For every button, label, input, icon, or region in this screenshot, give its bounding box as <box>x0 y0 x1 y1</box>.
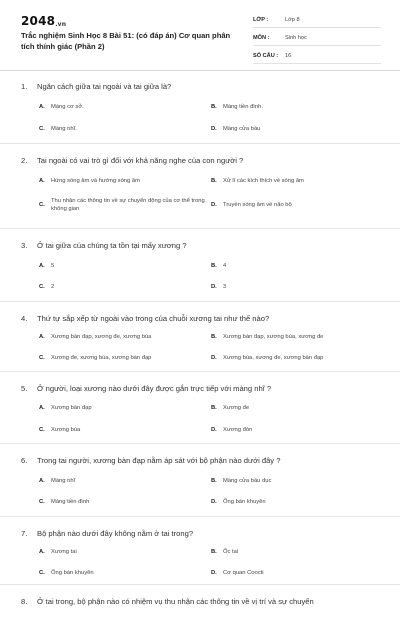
question-text <box>21 156 381 165</box>
question-body: Ngăn cách giữa tai ngoài và tai giữa là? <box>37 82 172 91</box>
question-8 <box>0 585 400 625</box>
question-1 <box>0 70 400 144</box>
question-number: 3. <box>21 241 28 250</box>
question-number: 4. <box>21 314 28 323</box>
option-letter: B. <box>211 334 217 340</box>
logo-text: 2048 <box>21 14 56 28</box>
option-text: Màng cơ sở. <box>51 104 84 110</box>
option-letter: A. <box>39 178 45 184</box>
logo-suffix: .vn <box>55 21 67 28</box>
question-text <box>21 314 381 323</box>
option-letter: D. <box>211 202 217 208</box>
option-letter: A. <box>39 549 45 555</box>
option-letter: A. <box>39 263 45 269</box>
option-text: Xương bàn đạp <box>51 405 92 411</box>
option-letter: D. <box>211 284 217 290</box>
question-2 <box>0 144 400 229</box>
option-text: Xương bàn đạp, xương búa, xương đe <box>223 334 324 340</box>
option-letter: D. <box>211 355 217 361</box>
option-letter: A. <box>39 405 45 411</box>
option-text: Truyền sóng âm về não bộ <box>223 202 292 208</box>
question-body: Ở tai giữa của chúng ta tồn tại mấy xương ? <box>37 241 187 250</box>
site-logo[interactable] <box>21 14 66 28</box>
option-text: Ống bán khuyên <box>51 570 94 576</box>
meta-row-subject <box>253 32 381 46</box>
option-text: Thu nhận các thông tin về sự chuyển động của cơ thể trong không gian <box>51 198 205 212</box>
option-letter: C. <box>39 284 45 290</box>
option-letter: B. <box>211 178 217 184</box>
question-list <box>0 70 400 625</box>
option-letter: C. <box>39 499 45 505</box>
question-number: 2. <box>21 156 28 165</box>
option-text: Ốc tai <box>223 549 239 555</box>
question-7 <box>0 517 400 585</box>
question-text <box>21 529 381 538</box>
option-text: Màng cửa bầu dục <box>223 478 272 484</box>
option-letter: D. <box>211 499 217 505</box>
option-text: 5 <box>51 263 55 269</box>
question-6 <box>0 444 400 517</box>
question-text <box>21 456 381 465</box>
question-body: Ở người, loại xương nào dưới đây được gắn trực tiếp với màng nhĩ ? <box>37 384 272 393</box>
question-number: 6. <box>21 456 28 465</box>
meta-value: Sinh học <box>285 35 307 41</box>
option-text: Màng tiền đình <box>51 499 90 505</box>
option-letter: B. <box>211 104 217 110</box>
option-letter: D. <box>211 570 217 576</box>
option-text: 2 <box>51 284 55 290</box>
question-body: Bộ phận nào dưới đây không nằm ở tai trong? <box>37 529 194 538</box>
option-letter: C. <box>39 427 45 433</box>
option-text: 3 <box>223 284 227 290</box>
option-text: Xương búa <box>51 427 81 433</box>
option-text: Xương búa, xương đe, xương bàn đạp <box>223 355 324 361</box>
option-letter: D. <box>211 427 217 433</box>
question-text <box>21 597 381 606</box>
question-number: 5. <box>21 384 28 393</box>
option-letter: B. <box>211 405 217 411</box>
question-body: Trong tai người, xương bàn đạp nằm áp sát với bộ phận nào dưới đây ? <box>37 456 281 465</box>
option-text: Xương đòn <box>223 427 253 433</box>
option-letter: C. <box>39 355 45 361</box>
option-text: Màng nhĩ <box>51 478 76 484</box>
question-number: 1. <box>21 82 28 91</box>
document-header <box>0 0 400 70</box>
option-text: Hứng sóng âm và hướng sóng âm <box>51 178 140 184</box>
option-letter: A. <box>39 478 45 484</box>
question-number: 8. <box>21 597 28 606</box>
option-letter: D. <box>211 126 217 132</box>
option-text: Màng tiền đình. <box>223 104 263 110</box>
option-letter: A. <box>39 104 45 110</box>
option-text: Màng nhĩ. <box>51 126 77 132</box>
option-letter: B. <box>211 478 217 484</box>
option-text: Ống bán khuyên <box>223 499 266 505</box>
option-letter: A. <box>39 334 45 340</box>
meta-label: LỚP : <box>253 17 269 23</box>
option-text: Xử lí các kích thích về sóng âm <box>223 178 304 184</box>
question-body: Ở tai trong, bộ phận nào có nhiệm vụ thu nhận các thông tin về vị trí và sự chuyển <box>37 597 314 606</box>
option-letter: C. <box>39 570 45 576</box>
option-text: Xương tai <box>51 549 77 555</box>
option-text: 4 <box>223 263 227 269</box>
question-4 <box>0 302 400 372</box>
option-text: Xương bàn đạp, xương đe, xương búa <box>51 334 152 340</box>
question-text <box>21 82 381 91</box>
page-title: Trắc nghiệm Sinh Học 8 Bài 51: (có đáp án) Cơ quan phân tích thính giác (Phần 2) <box>21 31 231 51</box>
meta-info <box>253 14 381 68</box>
meta-row-count <box>253 50 381 64</box>
question-3 <box>0 229 400 302</box>
meta-value: 16 <box>285 53 292 59</box>
meta-row-class <box>253 14 381 28</box>
question-number: 7. <box>21 529 28 538</box>
question-body: Tai ngoài có vai trò gì đối với khả năng nghe của con người ? <box>37 156 244 165</box>
meta-value: Lớp 8 <box>285 17 300 23</box>
meta-label: MÔN : <box>253 35 270 41</box>
question-text <box>21 241 381 250</box>
option-text: Xương đe <box>223 405 250 411</box>
option-text: Cơ quan Coocti <box>223 570 264 576</box>
meta-label: SỐ CÂU : <box>253 53 279 59</box>
question-body: Thứ tự sắp xếp từ ngoài vào trong của chuỗi xương tai như thế nào? <box>37 314 270 323</box>
question-5 <box>0 372 400 444</box>
option-letter: B. <box>211 549 217 555</box>
option-letter: C. <box>39 202 45 208</box>
option-text: Màng cửa bầu <box>223 126 261 132</box>
option-text: Xương đe, xương búa, xương bàn đạp <box>51 355 152 361</box>
question-text <box>21 384 381 393</box>
option-letter: C. <box>39 126 45 132</box>
option-letter: B. <box>211 263 217 269</box>
